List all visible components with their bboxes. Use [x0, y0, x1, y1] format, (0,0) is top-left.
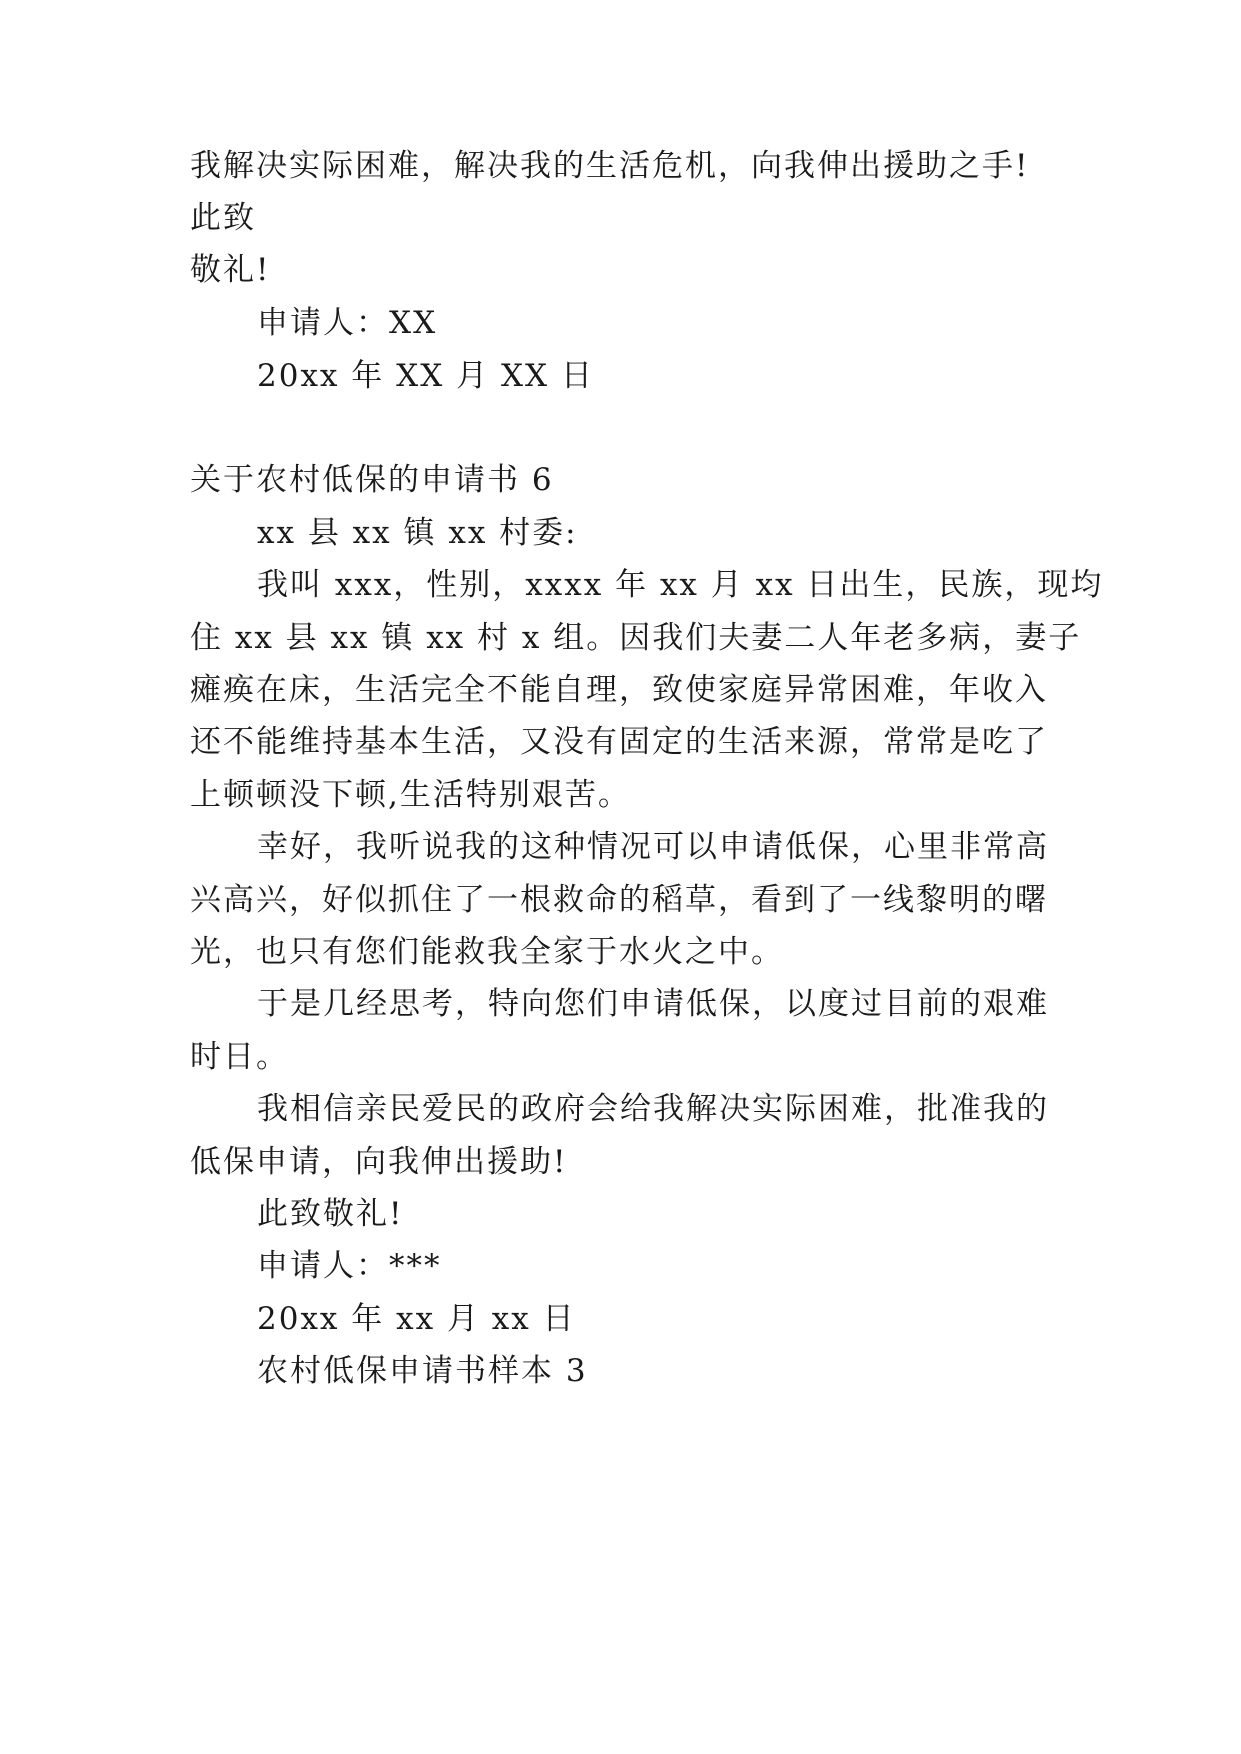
paragraph-line: 低保申请，向我伸出援助! — [190, 1144, 568, 1180]
applicant-line: 申请人：*** — [257, 1248, 442, 1284]
section-title: 关于农村低保的申请书 6 — [190, 462, 554, 498]
paragraph-line: 我叫 xxx，性别，xxxx 年 xx 月 xx 日出生，民族，现均 — [257, 567, 1104, 603]
paragraph-line: 兴高兴，好似抓住了一根救命的稻草，看到了一线黎明的曙 — [190, 882, 1048, 918]
paragraph-line: 上顿顿没下顿,生活特别艰苦。 — [190, 777, 631, 813]
next-section-heading: 农村低保申请书样本 3 — [257, 1353, 588, 1389]
paragraph-line: 住 xx 县 xx 镇 xx 村 x 组。因我们夫妻二人年老多病，妻子 — [190, 620, 1082, 656]
salute-line-1: 此致 — [190, 200, 256, 236]
date-line: 20xx 年 XX 月 XX 日 — [257, 358, 594, 394]
date-line: 20xx 年 xx 月 xx 日 — [257, 1301, 576, 1337]
paragraph-line: 幸好，我听说我的这种情况可以申请低保，心里非常高 — [257, 829, 1049, 865]
salute-line: 此致敬礼! — [257, 1196, 404, 1232]
paragraph-line: 我相信亲民爱民的政府会给我解决实际困难，批准我的 — [257, 1091, 1049, 1127]
salute-line-2: 敬礼! — [190, 252, 271, 288]
paragraph-line: 光，也只有您们能救我全家于水火之中。 — [190, 934, 784, 970]
paragraph-line: 时日。 — [190, 1039, 289, 1075]
applicant-line: 申请人：XX — [257, 305, 438, 341]
paragraph-line: 瘫痪在床，生活完全不能自理，致使家庭异常困难，年收入 — [190, 672, 1048, 708]
paragraph-line: 于是几经思考，特向您们申请低保，以度过目前的艰难 — [257, 986, 1049, 1022]
closing-line: 我解决实际困难，解决我的生活危机，向我伸出援助之手! — [190, 148, 1030, 184]
paragraph-line: 还不能维持基本生活，又没有固定的生活来源，常常是吃了 — [190, 724, 1048, 760]
recipient-line: xx 县 xx 镇 xx 村委: — [257, 515, 578, 551]
